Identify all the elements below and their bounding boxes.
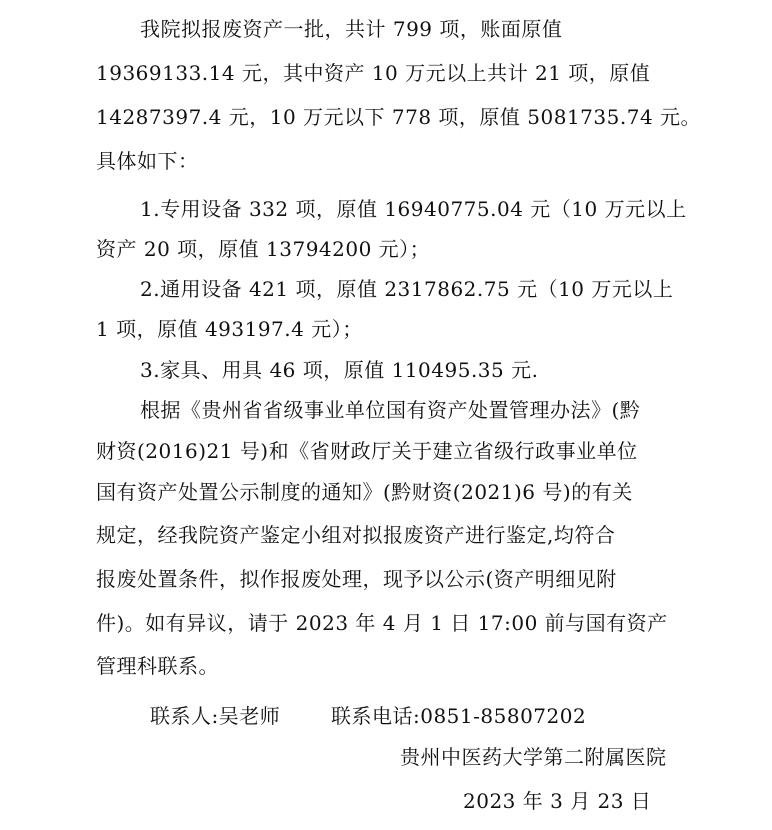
item-2-line-2: 1 项，原值 493197.4 元）；	[96, 317, 363, 341]
contact-person: 联系人:吴老师	[150, 704, 281, 728]
paragraph-2-line-3: 国有资产处置公示制度的通知》(黔财资(2021)6 号)的有关	[96, 480, 633, 504]
item-1-line-1: 1.专用设备 332 项，原值 16940775.04 元（10 万元以上	[140, 197, 687, 221]
paragraph-1-line-1: 我院拟报废资产一批，共计 799 项，账面原值	[140, 17, 563, 41]
paragraph-1-line-3: 14287397.4 元，10 万元以下 778 项，原值 5081735.74 元。	[96, 105, 702, 129]
paragraph-2-line-4: 规定，经我院资产鉴定小组对拟报废资产进行鉴定,均符合	[96, 523, 616, 547]
item-1-line-2: 资产 20 项，原值 13794200 元）；	[96, 237, 431, 261]
notice-date: 2023 年 3 月 23 日	[463, 789, 652, 813]
item-2-line-1: 2.通用设备 421 项，原值 2317862.75 元（10 万元以上	[140, 277, 674, 301]
paragraph-2-line-1: 根据《贵州省省级事业单位国有资产处置管理办法》(黔	[140, 398, 641, 422]
item-3-line-1: 3.家具、用具 46 项，原值 110495.35 元.	[140, 358, 539, 382]
contact-phone: 联系电话:0851-85807202	[331, 704, 587, 728]
paragraph-1-line-2: 19369133.14 元，其中资产 10 万元以上共计 21 项，原值	[96, 61, 651, 85]
paragraph-2-line-7: 管理科联系。	[96, 654, 219, 678]
paragraph-1-line-4: 具体如下：	[96, 149, 199, 173]
paragraph-2-line-5: 报废处置条件，拟作报废处理，现予以公示(资产明细见附	[96, 567, 617, 591]
organization-name: 贵州中医药大学第二附属医院	[400, 745, 667, 769]
paragraph-2-line-6: 件)。如有异议，请于 2023 年 4 月 1 日 17:00 前与国有资产	[96, 611, 668, 635]
paragraph-2-line-2: 财资(2016)21 号)和《省财政厅关于建立省级行政事业单位	[96, 439, 638, 463]
